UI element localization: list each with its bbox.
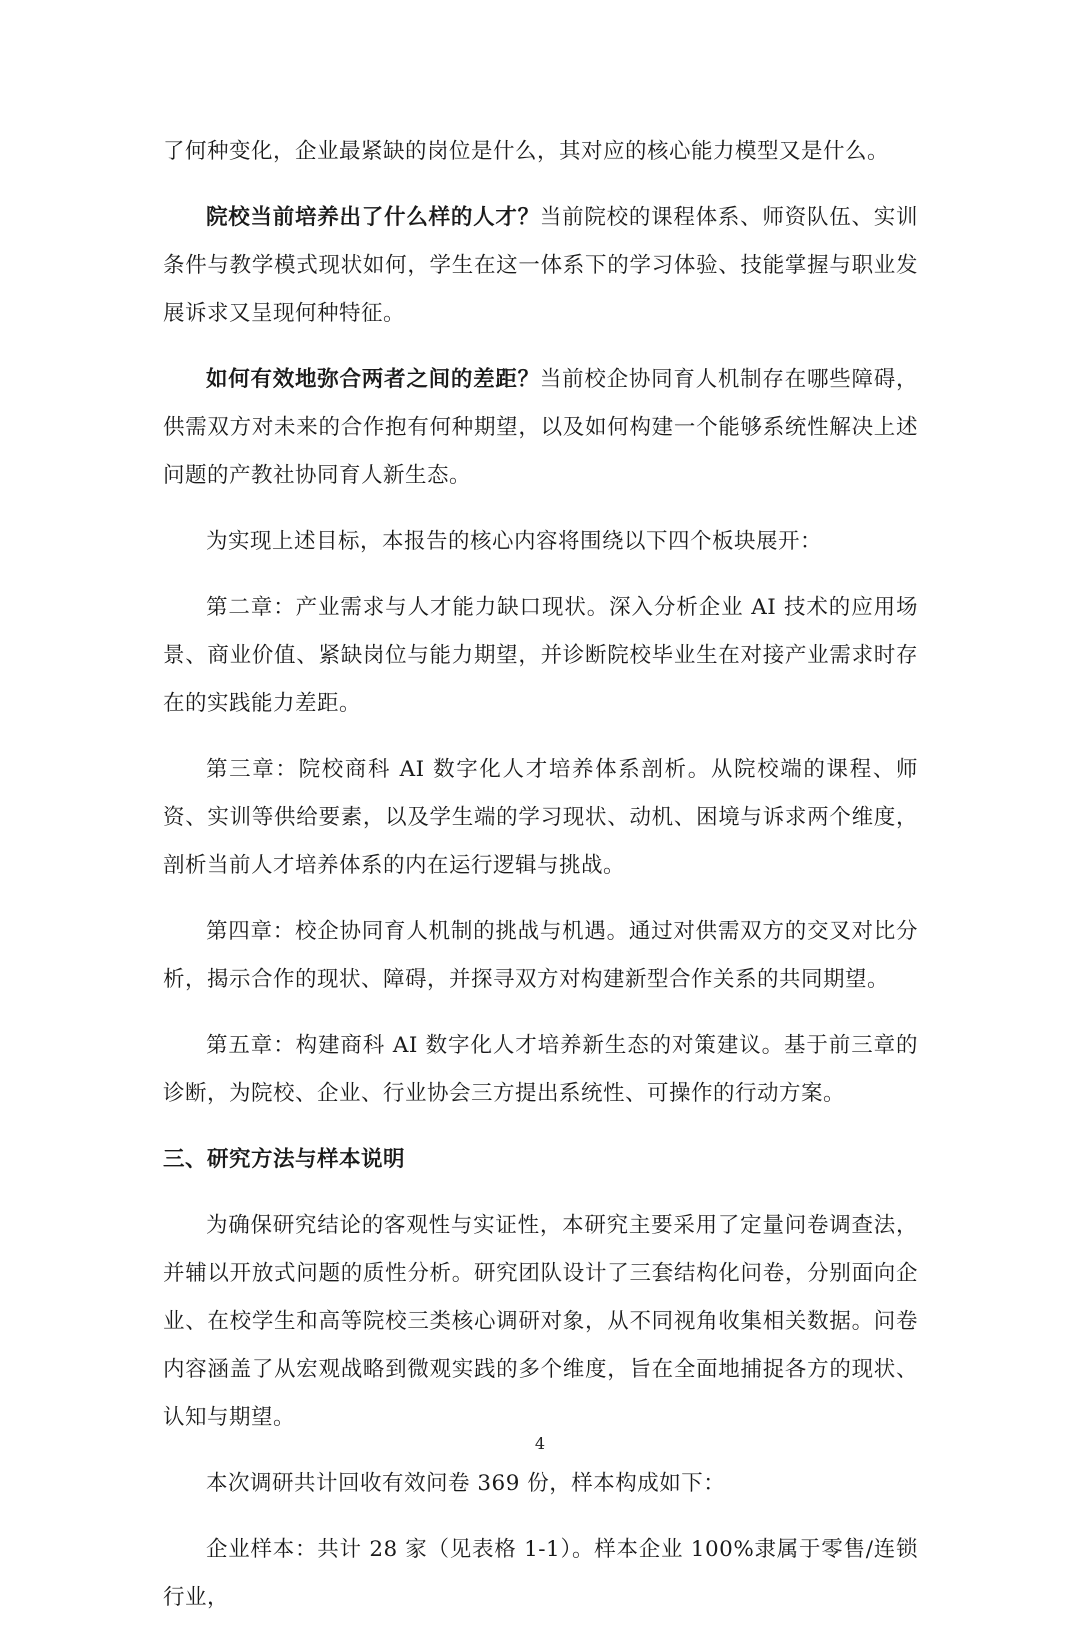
paragraph-chapter-5 [163,1022,918,1118]
paragraph-text: 本次调研共计回收有效问卷 369 份，样本构成如下： [206,1471,726,1496]
paragraph-chapter-4 [163,908,918,1004]
paragraph-text: 第五章：构建商科 AI 数字化人才培养新生态的对策建议。基于前三章的诊断，为院校、企业、行业协会三方提出系统性、可操作的行动方案。 [163,1033,918,1106]
paragraph-continuation [163,128,918,176]
paragraph-text: 当前校企协同育人机制存在哪些障碍，供需双方对未来的合作抱有何种期望，以及如何构建一个能够系统性解决上述问题的产教社协同育人新生态。 [163,367,918,488]
paragraph-text: 第四章：校企协同育人机制的挑战与机遇。通过对供需双方的交叉对比分析，揭示合作的现状、障碍，并探寻双方对构建新型合作关系的共同期望。 [163,919,918,992]
page-number: 4 [534,1434,546,1453]
paragraph-text: 企业样本：共计 28 家（见表格 1-1）。样本企业 100%隶属于零售/连锁行业， [163,1537,918,1610]
paragraph-text: 为实现上述目标，本报告的核心内容将围绕以下四个板块展开： [206,529,823,554]
paragraph-text: 当前院校的课程体系、师资队伍、实训条件与教学模式现状如何，学生在这一体系下的学习体验、技能掌握与职业发展诉求又呈现何种特征。 [163,205,918,326]
paragraph-lead-question: 如何有效地弥合两者之间的差距？ [206,367,540,392]
paragraph-gap-question [163,356,918,500]
paragraph-text: 了何种变化，企业最紧缺的岗位是什么，其对应的核心能力模型又是什么。 [163,139,890,164]
document-body [163,128,918,1640]
paragraph-chapter-2 [163,584,918,728]
paragraph-chapter-3 [163,746,918,890]
paragraph-text: 第三章：院校商科 AI 数字化人才培养体系剖析。从院校端的课程、师资、实训等供给要素，以及学生端的学习现状、动机、困境与诉求两个维度，剖析当前人才培养体系的内在运行逻辑与挑战。 [163,757,918,878]
paragraph-text: 为确保研究结论的客观性与实证性，本研究主要采用了定量问卷调查法，并辅以开放式问题的质性分析。研究团队设计了三套结构化问卷，分别面向企业、在校学生和高等院校三类核心调研对象，从不同视角收集相关数据。问卷内容涵盖了从宏观战略到微观实践的多个维度，旨在全面地捕捉各方的现状、认知与期望。 [163,1213,918,1430]
paragraph-enterprise-sample [163,1526,918,1622]
paragraph-talent-question [163,194,918,338]
paragraph-sample-summary [163,1460,918,1508]
paragraph-lead-question: 院校当前培养出了什么样的人才？ [206,205,540,230]
paragraph-methodology [163,1202,918,1442]
section-heading: 三、研究方法与样本说明 [163,1147,406,1172]
paragraph-text: 第二章：产业需求与人才能力缺口现状。深入分析企业 AI 技术的应用场景、商业价值、紧缺岗位与能力期望，并诊断院校毕业生在对接产业需求时存在的实践能力差距。 [163,595,918,716]
paragraph-structure-intro [163,518,918,566]
